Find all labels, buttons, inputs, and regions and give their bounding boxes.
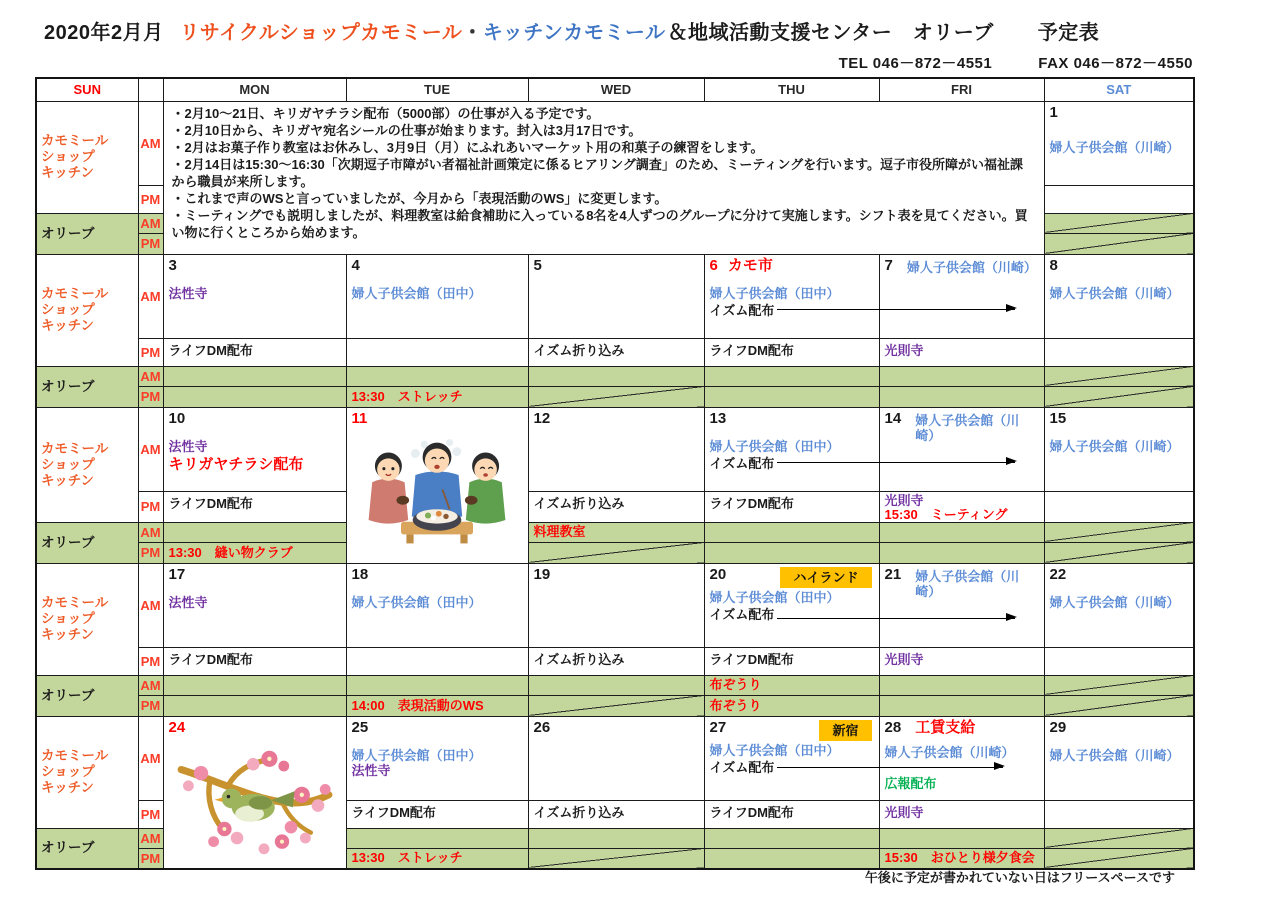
cell-feb1-am (1044, 101, 1194, 185)
venue: 婦人子供会館（川崎） (906, 259, 1037, 275)
day-number: 25 (351, 718, 369, 736)
day-number: 28 (884, 718, 902, 736)
distribution-arrow (777, 767, 1003, 768)
tel-number: TEL 046－872－4551 (838, 55, 993, 72)
title-month: 2020年2月月 (44, 22, 164, 44)
title-kitchen: キッチンカモミール (482, 22, 666, 44)
cell-feb17-am (163, 563, 346, 647)
group-label-olive: オリーブ (36, 366, 138, 407)
cell-feb21-pm: 光則寺 (879, 647, 1044, 675)
day-number: 15 (1049, 409, 1067, 427)
group-label-kamomile: カモミール ショップ キッチン (36, 101, 138, 213)
cell-feb26-am (528, 716, 704, 800)
week3-olive-am-row (36, 522, 1194, 542)
distribution-task: イズム配布 (709, 302, 775, 318)
header-sun: SUN (36, 78, 138, 101)
ampm-label: PM (138, 185, 163, 213)
venue: 法性寺 (168, 438, 208, 454)
header-thu: THU (704, 78, 879, 101)
note-line: ・2月はお菓子作り教室はお休みし、3月9日（月）にふれあいマーケット用の和菓子の練習をします。 (171, 139, 764, 155)
shinjuku-badge: 新宿 (819, 720, 871, 741)
cell-feb12-am (528, 407, 704, 491)
cell-feb28-pm: 光則寺 (879, 800, 1044, 828)
venue: 法性寺 (168, 285, 208, 301)
group-label-kamomile: カモミール ショップ キッチン (36, 563, 138, 675)
olive-closed-cell (1044, 675, 1194, 695)
title-suffix: 予定表 (1037, 22, 1100, 44)
cell-feb20-pm: ライフDM配布 (704, 647, 879, 675)
ampm-label: AM (138, 213, 163, 233)
ampm-label: AM (138, 407, 163, 491)
distribution-task: イズム配布 (709, 455, 775, 471)
distribution-task: 広報配布 (884, 775, 937, 791)
ampm-label: AM (138, 716, 163, 800)
day-number: 24 (168, 718, 186, 736)
event-label: キリガヤチラシ配布 (168, 455, 304, 473)
cell-feb7-am (879, 254, 1044, 338)
cell-feb7-pm: 光則寺 (879, 338, 1044, 366)
ampm-label: PM (138, 800, 163, 828)
week4-olive-pm-row (36, 695, 1194, 716)
group-label-olive: オリーブ (36, 213, 138, 254)
group-label-kamomile: カモミール ショップ キッチン (36, 254, 138, 366)
cell-feb6-pm: ライフDM配布 (704, 338, 879, 366)
day-number: 21 (884, 565, 902, 583)
day-number: 19 (533, 565, 551, 583)
weekly-notes (163, 101, 1044, 254)
olive-closed-cell (528, 386, 704, 407)
day-number: 17 (168, 565, 186, 583)
day-number: 26 (533, 718, 551, 736)
ampm-label: PM (138, 338, 163, 366)
olive-event-cell: 13:30 ストレッチ (346, 386, 528, 407)
note-line: ・2月10日から、キリガヤ宛名シールの仕事が始まります。封入は3月17日です。 (171, 122, 642, 138)
ampm-label: AM (138, 254, 163, 338)
olive-closed-cell (1044, 542, 1194, 563)
week2-am-row (36, 254, 1194, 338)
olive-closed-cell (528, 542, 704, 563)
olive-closed-cell (1044, 828, 1194, 848)
cell-feb5-am (528, 254, 704, 338)
venue: 婦人子供会館（川崎） (884, 744, 1015, 760)
cell-feb25-am (346, 716, 528, 800)
cell-feb14-am (879, 407, 1044, 491)
cell-feb20-am (704, 563, 879, 647)
venue: 婦人子供会館（田中） (351, 747, 482, 763)
cell-feb11-holiday (346, 407, 528, 563)
cell-feb18-am (346, 563, 528, 647)
cell-feb3-pm: ライフDM配布 (163, 338, 346, 366)
ampm-label: AM (138, 828, 163, 848)
cell-feb25-pm: ライフDM配布 (346, 800, 528, 828)
title-separator: ・ (462, 22, 483, 44)
cell-feb18-pm (346, 647, 528, 675)
header-sat: SAT (1044, 78, 1194, 101)
header-wed: WED (528, 78, 704, 101)
week2-pm-row (36, 338, 1194, 366)
event-label: カモ市 (727, 256, 773, 274)
day-number: 4 (351, 256, 360, 274)
week3-pm-row (36, 491, 1194, 522)
venue: 婦人子供会館（田中） (351, 285, 482, 301)
meeting-entry: 15:30 ミーティング (884, 506, 1008, 522)
note-line: ・これまで声のWSと言っていましたが、今月から「表現活動のWS」に変更します。 (171, 190, 668, 206)
cell-feb8-am (1044, 254, 1194, 338)
group-label-olive: オリーブ (36, 675, 138, 716)
olive-closed-cell (1044, 848, 1194, 869)
header-tue: TUE (346, 78, 528, 101)
day-number: 8 (1049, 256, 1058, 274)
venue: 婦人子供会館（田中） (709, 438, 840, 454)
ampm-label: AM (138, 563, 163, 647)
cell-feb8-pm (1044, 338, 1194, 366)
olive-closed-cell (528, 695, 704, 716)
day-number: 12 (533, 409, 551, 427)
cell-feb1-pm (1044, 185, 1194, 213)
contact-line (35, 52, 1193, 73)
highland-badge: ハイランド (780, 567, 871, 588)
cell-feb3-am (163, 254, 346, 338)
cell-feb13-am (704, 407, 879, 491)
cell-feb6-am (704, 254, 879, 338)
cell-feb17-pm: ライフDM配布 (163, 647, 346, 675)
page-title (44, 16, 1099, 45)
week5-am-row (36, 716, 1194, 800)
venue: 法性寺 (351, 762, 391, 778)
day-number: 5 (533, 256, 542, 274)
venue: 婦人子供会館（川崎） (1049, 139, 1180, 155)
cell-feb13-pm: ライフDM配布 (704, 491, 879, 522)
week1-am-row (36, 101, 1194, 185)
group-label-kamomile: カモミール ショップ キッチン (36, 716, 138, 828)
week4-am-row (36, 563, 1194, 647)
header-ampm-spacer (138, 78, 163, 101)
olive-event-cell: 布ぞうり (704, 675, 879, 695)
venue: 婦人子供会館（川崎） (1049, 747, 1180, 763)
cell-feb14-pm: 光則寺 15:30 ミーティング (879, 491, 1044, 522)
ampm-label: PM (138, 647, 163, 675)
title-recycle-shop: リサイクルショップカモミール (179, 22, 463, 44)
ampm-label: AM (138, 101, 163, 185)
ampm-label: AM (138, 675, 163, 695)
day-number: 14 (884, 409, 902, 427)
note-line: ・ミーティングでも説明しましたが、料理教室は給食補助に入っている8名を4人ずつのグループに分けて実施します。シフト表を見てください。買い物に行くところから始めます。 (171, 207, 1028, 240)
week2-olive-am-row (36, 366, 1194, 386)
olive-event-cell: 料理教室 (528, 522, 704, 542)
cell-feb28-am (879, 716, 1044, 800)
venue: 婦人子供会館（川崎） (1049, 438, 1180, 454)
day-number: 1 (1049, 103, 1058, 121)
note-line: ・2月10～21日、キリガヤチラシ配布（5000部）の仕事が入る予定です。 (171, 105, 600, 121)
day-number: 7 (884, 256, 893, 274)
venue: 婦人子供会館（川崎） (1049, 285, 1180, 301)
olive-closed-cell (1044, 695, 1194, 716)
cell-feb19-am (528, 563, 704, 647)
day-number: 6 カモ市 (709, 256, 773, 274)
cell-feb15-am (1044, 407, 1194, 491)
cell-feb1-olive-pm-closed (1044, 233, 1194, 254)
nabe-dinner-illustration (354, 430, 520, 556)
venue: 婦人子供会館（田中） (709, 742, 840, 758)
venue: 婦人子供会館（川崎） (1049, 594, 1180, 610)
distribution-arrow (777, 462, 1015, 463)
week2-olive-pm-row (36, 386, 1194, 407)
event-label: 工賃支給 (915, 718, 976, 736)
week4-pm-row (36, 647, 1194, 675)
day-number: 20 (709, 565, 727, 583)
group-label-olive: オリーブ (36, 522, 138, 563)
cell-feb12-pm: イズム折り込み (528, 491, 704, 522)
cell-feb22-am (1044, 563, 1194, 647)
cell-feb19-pm: イズム折り込み (528, 647, 704, 675)
ampm-label: PM (138, 233, 163, 254)
header-fri: FRI (879, 78, 1044, 101)
day-number: 10 (168, 409, 186, 427)
venue: 婦人子供会館（田中） (709, 589, 840, 605)
cell-feb10-pm: ライフDM配布 (163, 491, 346, 522)
title-center: ＆地域活動支援センター オリーブ (667, 22, 994, 44)
ampm-label: AM (138, 366, 163, 386)
cell-feb29-pm (1044, 800, 1194, 828)
footer-note: 午後に予定が書かれていない日はフリースペースです (864, 870, 1175, 885)
olive-closed-cell (528, 848, 704, 869)
distribution-arrow (777, 309, 1015, 310)
day-number: 11 (351, 409, 368, 427)
header-mon: MON (163, 78, 346, 101)
cell-feb27-pm: ライフDM配布 (704, 800, 879, 828)
cell-feb21-am (879, 563, 1044, 647)
ampm-label: PM (138, 491, 163, 522)
venue: 婦人子供会館（川崎） (915, 568, 1020, 599)
cell-feb15-pm (1044, 491, 1194, 522)
venue: 婦人子供会館（田中） (709, 285, 840, 301)
olive-closed-cell (1044, 522, 1194, 542)
venue: 法性寺 (168, 594, 208, 610)
olive-event-cell: 13:30 ストレッチ (346, 848, 528, 869)
venue: 婦人子供会館（田中） (351, 594, 482, 610)
olive-event-cell: 14:00 表現活動のWS (346, 695, 528, 716)
cell-feb4-am (346, 254, 528, 338)
cell-feb22-pm (1044, 647, 1194, 675)
distribution-task: イズム配布 (709, 759, 775, 775)
plum-blossom-bird-illustration (171, 739, 339, 865)
day-number: 18 (351, 565, 369, 583)
cell-feb26-pm: イズム折り込み (528, 800, 704, 828)
venue: 婦人子供会館（川崎） (915, 412, 1020, 443)
group-label-kamomile: カモミール ショップ キッチン (36, 407, 138, 522)
cell-feb29-am (1044, 716, 1194, 800)
week3-am-row (36, 407, 1194, 491)
day-number: 29 (1049, 718, 1067, 736)
ampm-label: PM (138, 386, 163, 407)
olive-event-cell: 15:30 おひとり様夕食会 (879, 848, 1044, 869)
cell-feb27-am (704, 716, 879, 800)
day-number: 3 (168, 256, 177, 274)
cell-feb1-olive-am-closed (1044, 213, 1194, 233)
cell-feb5-pm: イズム折り込み (528, 338, 704, 366)
group-label-olive: オリーブ (36, 828, 138, 869)
schedule-table (35, 77, 1195, 870)
day-number: 22 (1049, 565, 1067, 583)
ampm-label: PM (138, 695, 163, 716)
cell-feb24-holiday (163, 716, 346, 869)
day-number: 13 (709, 409, 727, 427)
cell-feb10-am (163, 407, 346, 491)
note-line: ・2月14日は15:30～16:30「次期逗子市障がい者福祉計画策定に係るヒアリング調査」のため、ミーティングを行います。逗子市役所障がい福祉課から職員が来所します。 (171, 156, 1024, 189)
ampm-label: PM (138, 542, 163, 563)
day-number: 27 (709, 718, 727, 736)
distribution-arrow (777, 618, 1015, 619)
olive-closed-cell (1044, 366, 1194, 386)
olive-closed-cell (1044, 386, 1194, 407)
fax-number: FAX 046－872－4550 (1038, 55, 1193, 72)
ampm-label: PM (138, 848, 163, 869)
week4-olive-am-row (36, 675, 1194, 695)
weekday-header-row (36, 78, 1194, 101)
olive-event-cell: 布ぞうり (704, 695, 879, 716)
ampm-label: AM (138, 522, 163, 542)
olive-event-cell: 13:30 縫い物クラブ (163, 542, 346, 563)
distribution-task: イズム配布 (709, 606, 775, 622)
cell-feb4-pm (346, 338, 528, 366)
week3-olive-pm-row (36, 542, 1194, 563)
